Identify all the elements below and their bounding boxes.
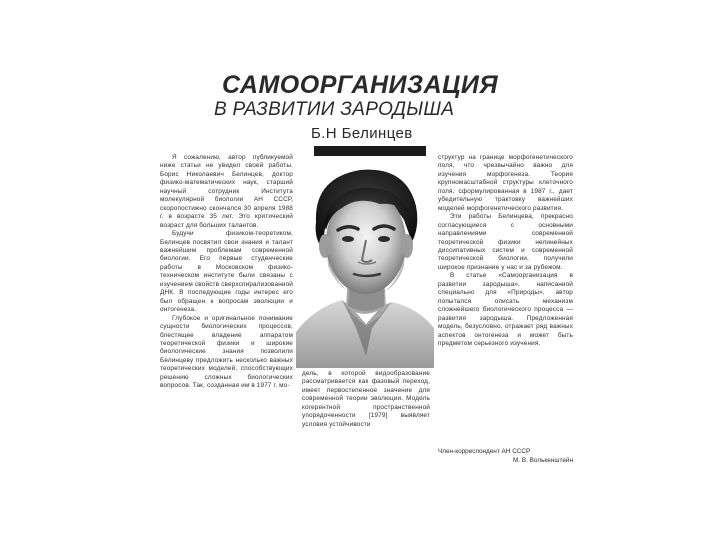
signature-title: Член-корреспондент АН СССР (438, 448, 531, 455)
paragraph: В статье «Самоорганизация в развитии зародыша», написанной специально для «Природы», автор попытался описать механизм сложнейшего биологического процесса — развития зародыша. Предложенная модель, безусловно, отражает ряд важных аспектов онтогенеза и может быть предметом серьезного изучения. (438, 272, 573, 347)
paragraph: Эти работы Белинцева, прекрасно согласующиеся с основными направлениями современной теоретической физики нелинейных диссипативных систем и современной теоретической биологии, получили широкое признание у нас и за рубежом. (438, 213, 573, 271)
article-title-line-1: САМООРГАНИЗАЦИЯ (222, 71, 499, 99)
paragraph: дель, в которой видообразование рассматривается как фазовый переход, имеет первостепенное значение для современной теории эволюции. Модель когерентной пространственной упорядоченности [1979] выявляет условия устойчивости (302, 370, 430, 428)
paragraph: Я сожалению, автор публикуемой ниже статьи не увидел своей работы. Борис Николаевич Белинцев, доктор физико-математических наук, старший научный сотрудник Института молекулярной биологии АН СССР, скоропостижно скончался 30 апреля 1988 г. в возрасте 35 лет. Это критический возраст для больших талантов. (160, 154, 293, 229)
author-portrait-photo (296, 156, 434, 368)
text-column-left (160, 154, 293, 468)
article-title-line-2: В РАЗВИТИИ ЗАРОДЫША (214, 99, 455, 120)
text-column-right (438, 154, 573, 468)
text-column-middle (302, 370, 430, 470)
paragraph: структур на границе морфогенетического поля, что чрезвычайно важно для изучения морфогенеза. Теория крупномасштабной структуры клеточного поля, сформулированная в 1987 г., дает убедительную трактовку важнейших моделей морфогенетического развития. (438, 154, 573, 212)
article-author: Б.Н Белинцев (311, 125, 413, 142)
paragraph: Будучи физиком-теоретиком, Белинцев посвятил свои знания и талант важнейшим проблемам современной биологии. Его первые студенческие работы в Московском физико-техническом институте были связаны с изучением свойств сверхспирализованной ДНК. В последующие годы интерес его был обращен к вопросам эволюции и онтогенеза. (160, 230, 293, 314)
signature-block (438, 448, 573, 465)
signature-name: М. В. Волькенштейн (512, 456, 573, 464)
paragraph: Глубокое и оригинальное понимание сущности биологических процессов, блестящее владение аппаратом теоретической физики и широкие биологические знания позволили Белинцеву предложить несколько важных теоретических моделей, способствующих решению сложных биологических вопросов. Так, созданная им в 1977 г. мо- (160, 314, 293, 390)
